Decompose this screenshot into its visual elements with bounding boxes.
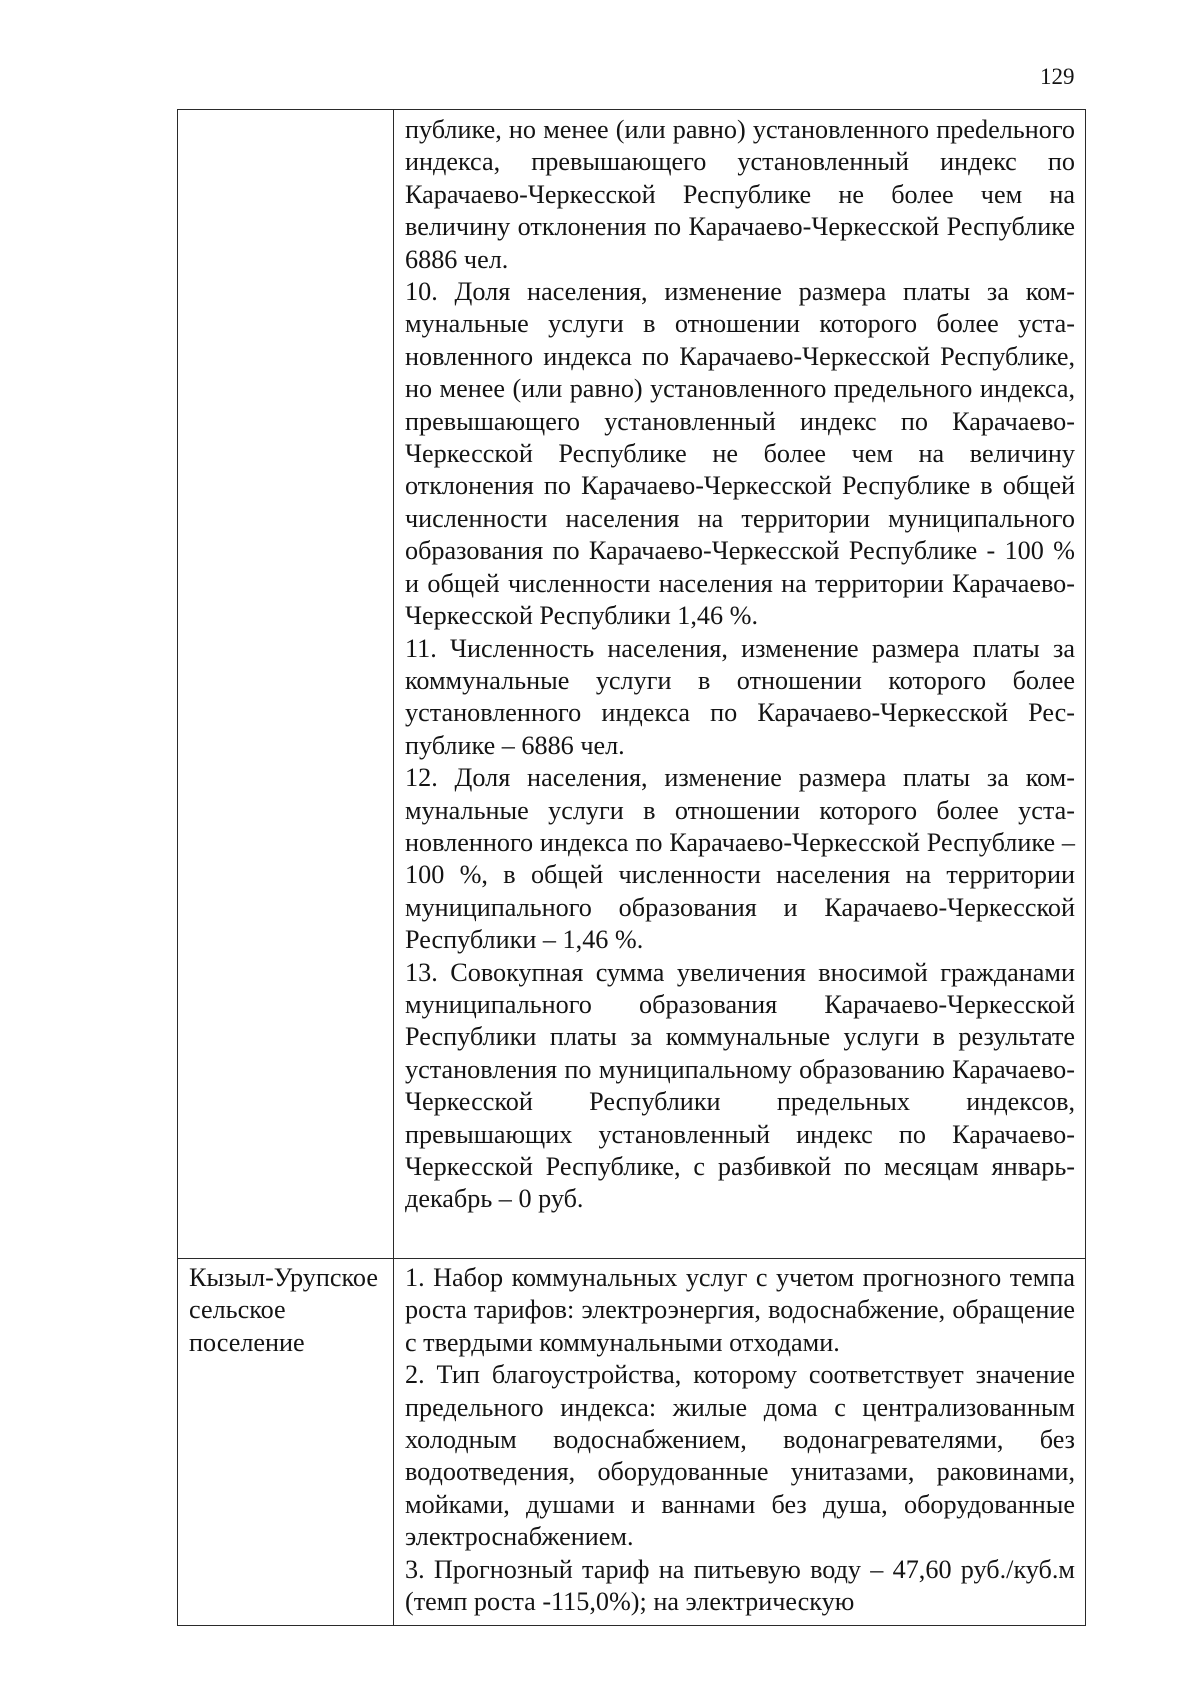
description-cell <box>394 110 1086 1259</box>
table-row <box>178 1259 1086 1626</box>
paragraph-item-3: 3. Прогнозный тариф на питьевую воду – 47,60 руб./куб.м (темп роста -115,0%); на электрическую <box>405 1554 1075 1617</box>
paragraph-item-13: 13. Совокупная сумма увеличения вносимой гражданами муниципального образования Карачаево-Черкесской Республики платы за коммунальные услуги в результате установления по муниципальному образованию Карачаево-Черкесской Республики предельных индексов, превышающих установленный индекс по Карачаево-Черкесской Республике, с разбивкой по месяцам январь-декабрь – 0 руб. <box>405 957 1075 1214</box>
table-row <box>178 110 1086 1259</box>
municipality-name-cell <box>178 110 394 1259</box>
municipal-indices-table <box>177 109 1086 1626</box>
description-cell <box>394 1259 1086 1626</box>
paragraph-item-1: 1. Набор коммунальных услуг с учетом прогнозного темпа роста тарифов: электроэнергия, водоснабжение, обращение с твердыми коммунальными отходами. <box>405 1263 1075 1357</box>
paragraph-item-11: 11. Численность населения, изменение размера платы за коммунальные услуги в отношении которого более установленного индекса по Карачаево-Черкесской Республике – 6886 чел. <box>405 633 1075 760</box>
paragraph-item-2: 2. Тип благоустройства, которому соответствует значение предельного индекса: жилые дома с централизованным холодным водоснабжением, водонагревателями, без водоотведения, оборудованные унитазами, раковинами, мойками, душами и ваннами без душа, оборудованные электроснабжением. <box>405 1360 1075 1552</box>
paragraph-item-12: 12. Доля населения, изменение размера платы за коммунальные услуги в отношении которого более установленного индекса по Карачаево-Черкесской Республике – 100 %, в общей численности населения на территории муниципального образования и Карачаево-Черкесской Республики – 1,46 %. <box>405 763 1075 955</box>
page-number: 129 <box>1040 64 1075 89</box>
paragraph-continuation: публике, но менее (или равно) установленного преdельного индекса, превышающего установленный индекс по Карачаево-Черкесской Республике не более чем на величину отклонения по Карачаево-Черкесской Республике 6886 чел. <box>405 115 1075 274</box>
municipality-name-cell: Кызыл-Урупское сельское поселение <box>178 1259 394 1626</box>
paragraph-item-10: 10. Доля населения, изменение размера платы за коммунальные услуги в отношении которого более установленного индекса по Карачаево-Черкесской Республике, но менее (или равно) установленного предельного индекса, превышающего установленный индекс по Карачаево-Черкесской Республике не более чем на величину отклонения по Карачаево-Черкесской Республике в общей численности населения на территории муниципального образования по Карачаево-Черкесской Республике - 100 % и общей численности населения на территории Карачаево-Черкесской Республики 1,46 %. <box>405 277 1075 631</box>
